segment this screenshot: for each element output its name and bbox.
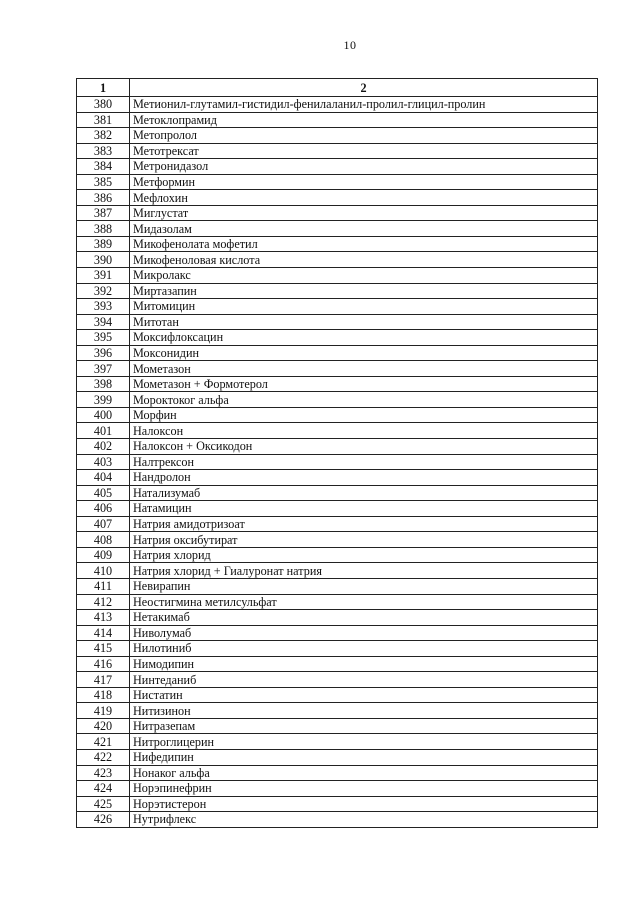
drug-name-cell: Ниволумаб [130, 625, 598, 641]
drug-name-cell: Мометазон + Формотерол [130, 376, 598, 392]
table-row [77, 703, 598, 719]
drug-name-cell: Норэпинефрин [130, 781, 598, 797]
drug-name-cell: Нутрифлекс [130, 812, 598, 828]
drug-name-cell: Миртазапин [130, 283, 598, 299]
row-number-cell: 415 [77, 641, 130, 657]
table-row [77, 97, 598, 113]
drug-name-cell: Натрия амидотризоат [130, 516, 598, 532]
row-number-cell: 400 [77, 407, 130, 423]
drug-name-cell: Налтрексон [130, 454, 598, 470]
drug-table [76, 78, 598, 828]
row-number-cell: 424 [77, 781, 130, 797]
drug-name-cell: Натрия оксибутират [130, 532, 598, 548]
table-row [77, 781, 598, 797]
drug-name-cell: Натрия хлорид + Гиалуронат натрия [130, 563, 598, 579]
row-number-cell: 423 [77, 765, 130, 781]
table-row [77, 205, 598, 221]
drug-name-cell: Мефлохин [130, 190, 598, 206]
drug-name-cell: Метопролол [130, 128, 598, 144]
table-row [77, 143, 598, 159]
table-row [77, 345, 598, 361]
row-number-cell: 391 [77, 268, 130, 284]
table-row [77, 578, 598, 594]
drug-name-cell: Морфин [130, 407, 598, 423]
row-number-cell: 409 [77, 547, 130, 563]
row-number-cell: 390 [77, 252, 130, 268]
table-row [77, 268, 598, 284]
drug-name-cell: Натализумаб [130, 485, 598, 501]
row-number-cell: 388 [77, 221, 130, 237]
row-number-cell: 404 [77, 470, 130, 486]
table-row [77, 812, 598, 828]
drug-name-cell: Нандролон [130, 470, 598, 486]
drug-name-cell: Моксонидин [130, 345, 598, 361]
drug-name-cell: Митомицин [130, 299, 598, 315]
drug-name-cell: Натрия хлорид [130, 547, 598, 563]
drug-name-cell: Микролакс [130, 268, 598, 284]
drug-name-cell: Нитизинон [130, 703, 598, 719]
drug-name-cell: Нонаког альфа [130, 765, 598, 781]
table-row [77, 749, 598, 765]
row-number-cell: 387 [77, 205, 130, 221]
drug-name-cell: Нинтеданиб [130, 672, 598, 688]
row-number-cell: 399 [77, 392, 130, 408]
table-row [77, 392, 598, 408]
table-row [77, 672, 598, 688]
table-header-row [77, 79, 598, 97]
table-row [77, 283, 598, 299]
drug-name-cell: Метотрексат [130, 143, 598, 159]
drug-name-cell: Невирапин [130, 578, 598, 594]
table-row [77, 159, 598, 175]
table-row [77, 610, 598, 626]
row-number-cell: 402 [77, 439, 130, 455]
drug-name-cell: Нитразепам [130, 718, 598, 734]
table-row [77, 376, 598, 392]
drug-name-cell: Митотан [130, 314, 598, 330]
table-row [77, 796, 598, 812]
row-number-cell: 403 [77, 454, 130, 470]
table-row [77, 112, 598, 128]
row-number-cell: 386 [77, 190, 130, 206]
row-number-cell: 406 [77, 501, 130, 517]
row-number-cell: 382 [77, 128, 130, 144]
row-number-cell: 385 [77, 174, 130, 190]
row-number-cell: 408 [77, 532, 130, 548]
row-number-cell: 417 [77, 672, 130, 688]
table-row [77, 174, 598, 190]
column-header-name: 2 [130, 79, 598, 97]
drug-name-cell: Микофенолата мофетил [130, 236, 598, 252]
drug-name-cell: Норэтистерон [130, 796, 598, 812]
row-number-cell: 425 [77, 796, 130, 812]
table-row [77, 330, 598, 346]
column-header-number: 1 [77, 79, 130, 97]
table-row [77, 221, 598, 237]
row-number-cell: 411 [77, 578, 130, 594]
table-row [77, 532, 598, 548]
row-number-cell: 421 [77, 734, 130, 750]
row-number-cell: 410 [77, 563, 130, 579]
row-number-cell: 416 [77, 656, 130, 672]
drug-name-cell: Метронидазол [130, 159, 598, 175]
row-number-cell: 401 [77, 423, 130, 439]
row-number-cell: 412 [77, 594, 130, 610]
drug-name-cell: Нифедипин [130, 749, 598, 765]
row-number-cell: 393 [77, 299, 130, 315]
drug-name-cell: Микофеноловая кислота [130, 252, 598, 268]
table-row [77, 687, 598, 703]
drug-name-cell: Неостигмина метилсульфат [130, 594, 598, 610]
drug-name-cell: Мороктоког альфа [130, 392, 598, 408]
table-row [77, 563, 598, 579]
table-row [77, 625, 598, 641]
row-number-cell: 398 [77, 376, 130, 392]
drug-name-cell: Мометазон [130, 361, 598, 377]
row-number-cell: 394 [77, 314, 130, 330]
table-row [77, 641, 598, 657]
table-row [77, 501, 598, 517]
table-row [77, 516, 598, 532]
row-number-cell: 383 [77, 143, 130, 159]
drug-name-cell: Налоксон + Оксикодон [130, 439, 598, 455]
row-number-cell: 413 [77, 610, 130, 626]
table-body [77, 97, 598, 828]
row-number-cell: 422 [77, 749, 130, 765]
table-row [77, 454, 598, 470]
drug-name-cell: Метоклопрамид [130, 112, 598, 128]
table-row [77, 128, 598, 144]
row-number-cell: 384 [77, 159, 130, 175]
table-row [77, 439, 598, 455]
table-row [77, 765, 598, 781]
drug-name-cell: Нимодипин [130, 656, 598, 672]
row-number-cell: 426 [77, 812, 130, 828]
table-row [77, 485, 598, 501]
table-row [77, 594, 598, 610]
table-row [77, 656, 598, 672]
table-row [77, 236, 598, 252]
drug-name-cell: Налоксон [130, 423, 598, 439]
drug-name-cell: Натамицин [130, 501, 598, 517]
table-row [77, 547, 598, 563]
drug-name-cell: Нилотиниб [130, 641, 598, 657]
row-number-cell: 407 [77, 516, 130, 532]
drug-name-cell: Миглустат [130, 205, 598, 221]
table-row [77, 734, 598, 750]
row-number-cell: 397 [77, 361, 130, 377]
row-number-cell: 420 [77, 718, 130, 734]
page-number: 10 [343, 38, 357, 52]
drug-name-cell: Метионил-глутамил-гистидил-фенилаланил-пролил-глицил-пролин [130, 97, 598, 113]
table-row [77, 314, 598, 330]
row-number-cell: 380 [77, 97, 130, 113]
drug-name-cell: Нитроглицерин [130, 734, 598, 750]
row-number-cell: 392 [77, 283, 130, 299]
row-number-cell: 414 [77, 625, 130, 641]
row-number-cell: 395 [77, 330, 130, 346]
table-row [77, 299, 598, 315]
row-number-cell: 389 [77, 236, 130, 252]
drug-name-cell: Мидазолам [130, 221, 598, 237]
row-number-cell: 405 [77, 485, 130, 501]
table-row [77, 718, 598, 734]
row-number-cell: 381 [77, 112, 130, 128]
table-row [77, 361, 598, 377]
drug-name-cell: Моксифлоксацин [130, 330, 598, 346]
table-row [77, 407, 598, 423]
drug-name-cell: Нетакимаб [130, 610, 598, 626]
table-row [77, 190, 598, 206]
table-row [77, 423, 598, 439]
table-row [77, 252, 598, 268]
drug-name-cell: Метформин [130, 174, 598, 190]
row-number-cell: 396 [77, 345, 130, 361]
table-row [77, 470, 598, 486]
row-number-cell: 419 [77, 703, 130, 719]
drug-name-cell: Нистатин [130, 687, 598, 703]
row-number-cell: 418 [77, 687, 130, 703]
